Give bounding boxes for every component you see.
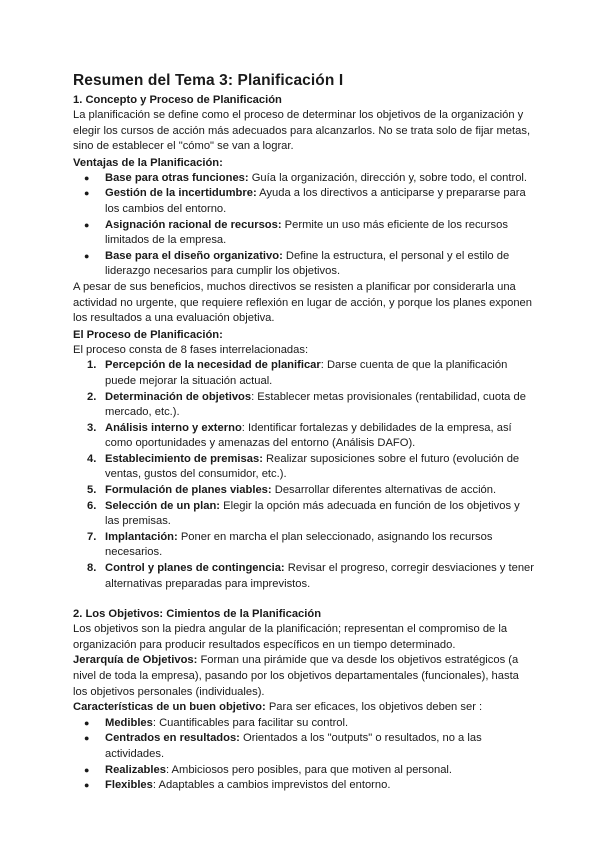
phase-term: Análisis interno y externo bbox=[105, 421, 242, 434]
phase-item bbox=[87, 499, 535, 530]
characteristic-text: Orientados a los "outputs" o resultados, no a las actividades. bbox=[105, 732, 482, 760]
characteristics-text: Para ser eficaces, los objetivos deben ser : bbox=[265, 701, 483, 714]
hierarchy-paragraph bbox=[73, 653, 535, 700]
characteristics-paragraph bbox=[73, 700, 535, 716]
phase-term: Implantación: bbox=[105, 530, 178, 543]
advantages-list bbox=[73, 171, 535, 280]
section2-heading: 2. Los Objetivos: Cimientos de la Planificación bbox=[73, 608, 322, 621]
characteristic-term: Centrados en resultados: bbox=[105, 732, 240, 745]
characteristic-item bbox=[105, 716, 535, 732]
advantage-item bbox=[105, 218, 535, 249]
characteristic-term: Flexibles bbox=[105, 779, 153, 792]
phase-number: 1. bbox=[87, 359, 97, 372]
phase-item bbox=[87, 390, 535, 421]
phase-item bbox=[87, 483, 535, 499]
advantage-item bbox=[105, 171, 535, 187]
phase-term: Formulación de planes viables: bbox=[105, 484, 272, 497]
characteristics-term: Características de un buen objetivo: bbox=[73, 701, 266, 714]
characteristics-list bbox=[73, 716, 535, 794]
advantage-item bbox=[105, 249, 535, 280]
phase-item bbox=[87, 452, 535, 483]
phase-text: Realizar suposiciones sobre el futuro (evolución de ventas, gustos del consumidor, etc.). bbox=[105, 452, 520, 481]
phase-number: 4. bbox=[87, 452, 97, 465]
phase-text: Elegir la opción más adecuada en función de los objetivos y las premisas. bbox=[105, 499, 520, 528]
phase-number: 2. bbox=[87, 390, 97, 403]
phase-term: Establecimiento de premisas: bbox=[105, 452, 263, 465]
advantage-text: Guía la organización, dirección y, sobre todo, el control. bbox=[248, 171, 528, 184]
document-page bbox=[73, 72, 535, 794]
advantage-term: Asignación racional de recursos: bbox=[105, 218, 282, 231]
phase-item bbox=[87, 358, 535, 389]
advantage-term: Base para el diseño organizativo: bbox=[105, 249, 283, 262]
phase-item bbox=[87, 530, 535, 561]
characteristic-text: : Ambiciosos pero posibles, para que motiven al personal. bbox=[165, 763, 453, 776]
phase-term: Selección de un plan: bbox=[105, 499, 221, 512]
characteristic-item bbox=[105, 731, 535, 762]
advantage-term: Gestión de la incertidumbre: bbox=[105, 187, 257, 200]
section-spacer bbox=[73, 592, 535, 606]
hierarchy-term: Jerarquía de Objetivos: bbox=[73, 654, 198, 667]
advantage-text: Define la estructura, el personal y el estilo de liderazgo necesarios para cumplir los objetivos. bbox=[105, 249, 510, 278]
phase-number: 7. bbox=[87, 530, 97, 543]
advantage-item bbox=[105, 186, 535, 217]
section1-intro: La planificación se define como el proceso de determinar los objetivos de la organización y elegir los cursos de acción más adecuados para alcanzarlos. No se trata solo de fijar metas, sino de establecer el "cómo" se van a lograr. bbox=[73, 109, 531, 153]
advantages-heading: Ventajas de la Planificación: bbox=[73, 156, 223, 169]
resistance-paragraph: A pesar de sus beneficios, muchos directivos se resisten a planificar por considerarla una actividad no urgente, que requiere reflexión en lugar de acción, y porque los planes exponen los resultados a una evaluación objetiva. bbox=[73, 280, 532, 325]
phase-number: 5. bbox=[87, 484, 97, 497]
characteristic-text: : Adaptables a cambios imprevistos del entorno. bbox=[152, 779, 391, 792]
section1-heading: 1. Concepto y Proceso de Planificación bbox=[73, 94, 282, 106]
phase-text: Desarrollar diferentes alternativas de acción. bbox=[271, 484, 497, 497]
phases-list bbox=[73, 358, 535, 592]
phase-number: 6. bbox=[87, 499, 97, 512]
phase-term: Determinación de objetivos bbox=[105, 390, 252, 403]
process-heading: El Proceso de Planificación: bbox=[73, 328, 223, 341]
phase-term: Percepción de la necesidad de planificar bbox=[105, 359, 321, 372]
characteristic-term: Realizables bbox=[105, 763, 166, 776]
section2-intro: Los objetivos son la piedra angular de la planificación; representan el compromiso de la organización para producir resultados específicos en un tiempo determinado. bbox=[73, 623, 508, 651]
phase-term: Control y planes de contingencia: bbox=[105, 562, 285, 575]
phase-text: Revisar el progreso, corregir desviaciones y tener alternativas preparadas para imprevistos. bbox=[105, 562, 534, 590]
characteristic-item bbox=[105, 778, 535, 794]
advantage-text: Permite un uso más eficiente de los recursos limitados de la empresa. bbox=[105, 218, 508, 247]
advantage-text: Ayuda a los directivos a anticiparse y prepararse para los cambios del entorno. bbox=[105, 187, 526, 215]
document-title: Resumen del Tema 3: Planificación I bbox=[73, 72, 344, 89]
phase-text: : Darse cuenta de que la planificación puede mejorar la situación actual. bbox=[105, 359, 508, 387]
hierarchy-text: Forman una pirámide que va desde los objetivos estratégicos (a nivel de toda la empresa), pasando por los objetivos departamentales (funcionales), hasta los objetivos personales (individuales). bbox=[73, 654, 519, 698]
characteristic-term: Medibles bbox=[105, 716, 153, 729]
phase-text: Poner en marcha el plan seleccionado, asignando los recursos necesarios. bbox=[105, 530, 493, 559]
phase-item bbox=[87, 421, 535, 452]
phase-text: : Establecer metas provisionales (rentabilidad, cuota de mercado, etc.). bbox=[105, 390, 526, 419]
process-intro: El proceso consta de 8 fases interrelacionadas: bbox=[73, 343, 309, 356]
phase-text: : Identificar fortalezas y debilidades de la empresa, así como oportunidades y amenazas del entorno (Análisis DAFO). bbox=[105, 421, 512, 450]
phase-number: 3. bbox=[87, 421, 97, 434]
characteristic-item bbox=[105, 763, 535, 779]
phase-item bbox=[87, 561, 535, 592]
characteristic-text: : Cuantificables para facilitar su control. bbox=[152, 716, 349, 729]
phase-number: 8. bbox=[87, 562, 97, 575]
advantage-term: Base para otras funciones: bbox=[105, 171, 249, 184]
